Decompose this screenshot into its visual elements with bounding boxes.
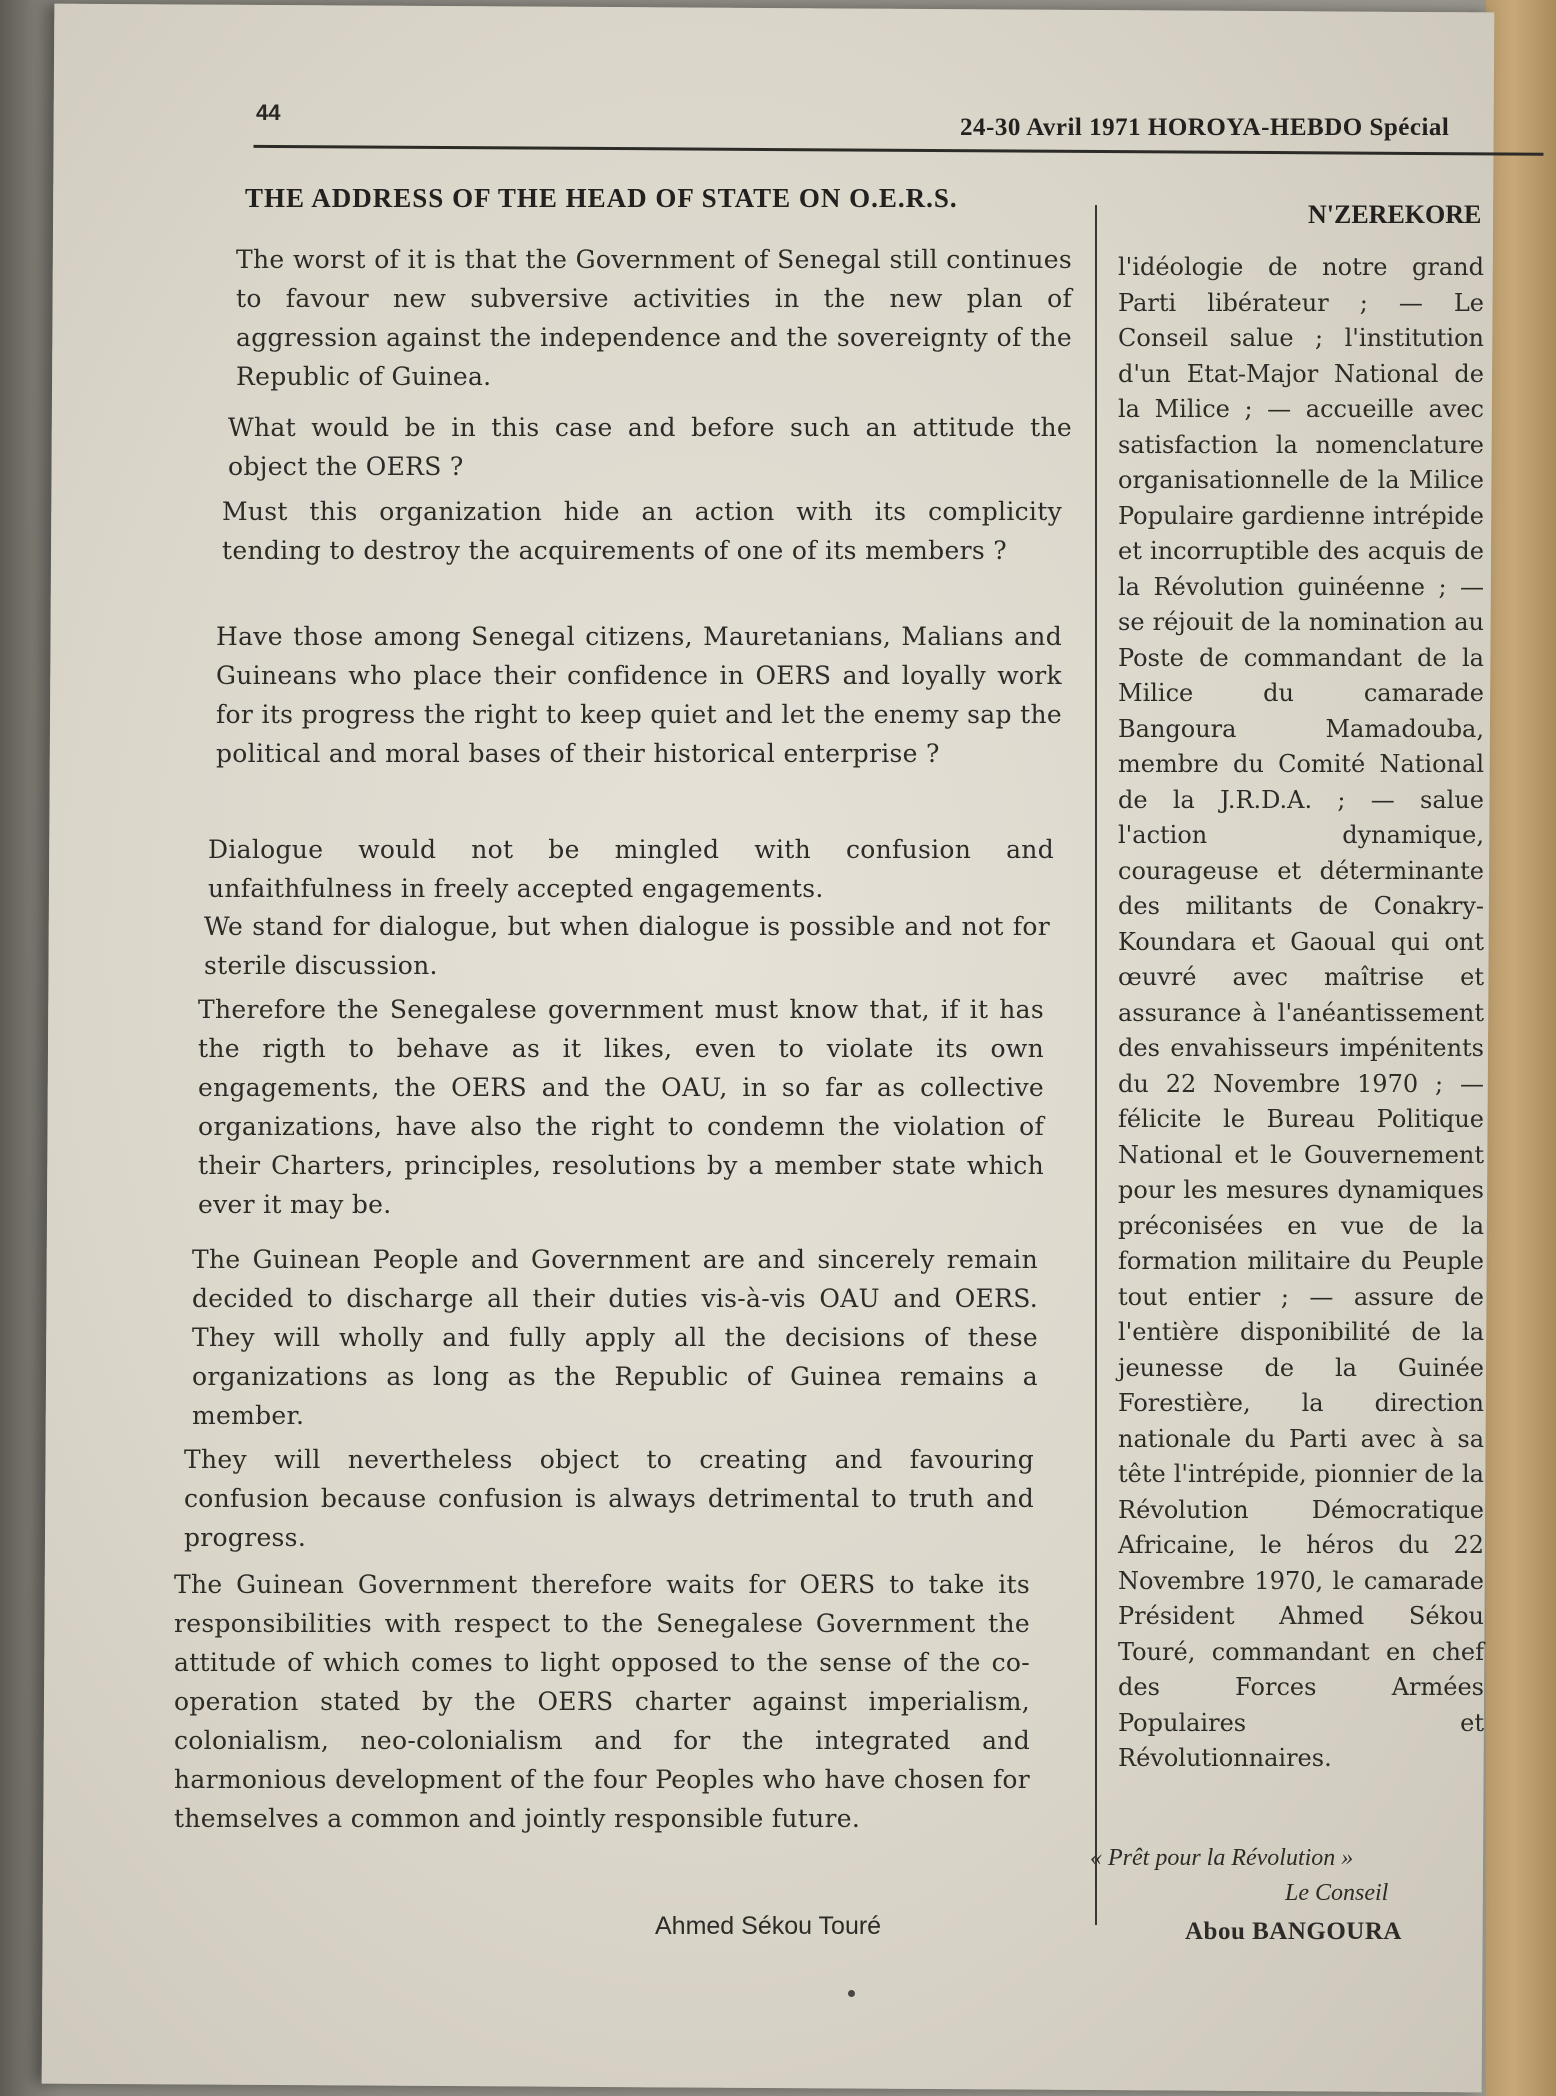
right-article-text: l'idéologie de notre grand Parti libérateur ; — Le Conseil salue ; l'institution d'un Etat-Major National de la Milice ; — accueille avec satisfaction la nomenclature organisationnelle de la Milice Populaire gardienne intrépide et incorruptible des acquis de la Révolution guinéenne ; — se réjouit de la nomination au Poste de commandant de la Milice du camarade Bangoura Mamadouba, membre du Comité National de la J.R.D.A. ; — salue l'action dynamique, courageuse et déterminante des militants de Conakry-Koundara et Gaoual qui ont œuvré avec maîtrise et assurance à l'anéantissement des envahisseurs impénitents du 22 Novembre 1970 ; — félicite le Bureau Politique National et le Gouvernement pour les mesures dynamiques préconisées en vue de la formation militaire du Peuple tout entier ; — assure de l'entière disponibilité de la jeunesse de la Guinée Forestière, la direction nationale du Parti avec à sa tête l'intrépide, pionnier de la Révolution Démocratique Africaine, le héros du 22 Novembre 1970, le camarade Président Ahmed Sékou Touré, commandant en chef des Forces Armées Populaires et Révolutionnaires. bbox=[1118, 253, 1484, 1772]
paragraph: Have those among Senegal citizens, Mauretanians, Malians and Guineans who place their confidence in OERS and loyally work for its progress the right to keep quiet and let the enemy sap the political and moral bases of their historical enterprise ? bbox=[216, 622, 1062, 768]
paragraph: We stand for dialogue, but when dialogue is possible and not for sterile discussion. bbox=[204, 912, 1050, 980]
council-label: Le Conseil bbox=[1285, 1880, 1389, 1906]
article-title: THE ADDRESS OF THE HEAD OF STATE ON O.E.R.S. bbox=[245, 183, 958, 213]
paragraph: The worst of it is that the Government of Senegal still continues to favour new subversive activities in the new plan of aggression against the independence and the sovereignty of the Republic of Guinea. bbox=[236, 245, 1072, 391]
right-article-title: N'ZEREKORE bbox=[1308, 200, 1482, 229]
paragraph: The Guinean People and Government are and sincerely remain decided to discharge all their duties vis-à-vis OAU and OERS. They will wholly and fully apply all the decisions of these organizations as long as the Republic of Guinea remains a member. bbox=[192, 1245, 1038, 1430]
paragraph: Therefore the Senegalese government must know that, if it has the rigth to behave as it likes, even to violate its own engagements, the OERS and the OAU, in so far as collective organizations, have also the right to condemn the violation of their Charters, principles, resolutions by a member state which ever it may be. bbox=[198, 995, 1044, 1219]
paragraph: Dialogue would not be mingled with confusion and unfaithfulness in freely accepted engagements. bbox=[208, 835, 1054, 903]
paragraph: The Guinean Government therefore waits for OERS to take its responsibilities with respect to the Senegalese Government the attitude of which comes to light opposed to the sense of the co-operation stated by the OERS charter against imperialism, colonialism, neo-colonialism and for the integrated and harmonious development of the four Peoples who have chosen for themselves a common and jointly responsible future. bbox=[174, 1570, 1030, 1833]
column-divider bbox=[1095, 205, 1097, 1925]
paragraph: Must this organization hide an action with its complicity tending to destroy the acquirements of one of its members ? bbox=[222, 497, 1062, 565]
article-signature: Ahmed Sékou Touré bbox=[655, 1912, 882, 1940]
ink-dot bbox=[848, 1990, 855, 1997]
masthead: 24-30 Avril 1971 HOROYA-HEBDO Spécial bbox=[960, 114, 1450, 141]
page-number: 44 bbox=[256, 100, 281, 125]
paragraph: What would be in this case and before such an attitude the object the OERS ? bbox=[228, 413, 1072, 481]
signer-name: Abou BANGOURA bbox=[1185, 1918, 1402, 1945]
motto: « Prêt pour la Révolution » bbox=[1090, 1845, 1354, 1871]
paragraph: They will nevertheless object to creating and favouring confusion because confusion is always detrimental to truth and progress. bbox=[184, 1445, 1034, 1552]
book-edge bbox=[1486, 0, 1556, 2096]
